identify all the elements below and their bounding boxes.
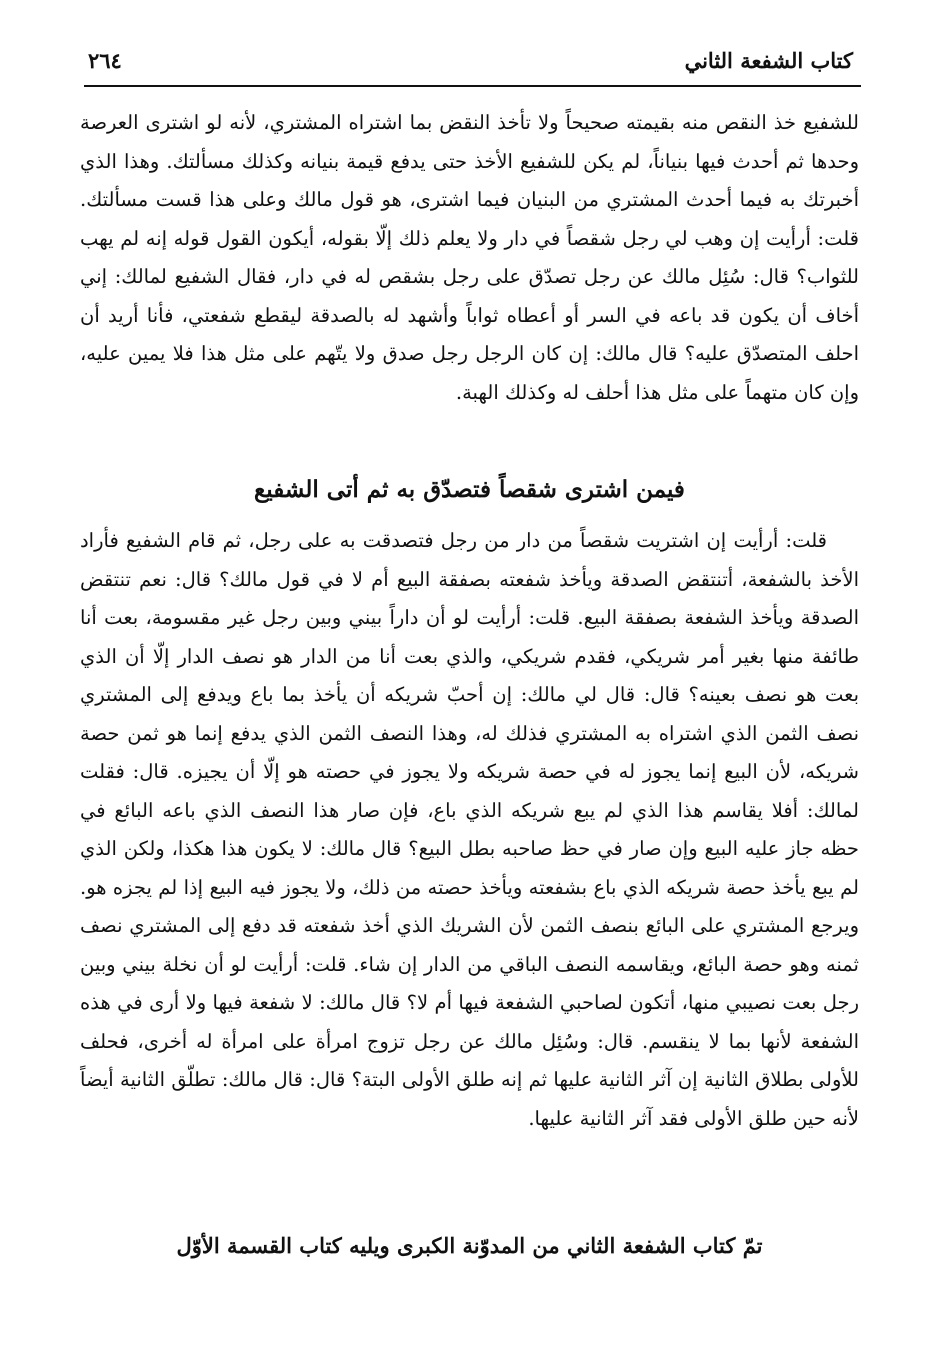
page-number: ٢٦٤ <box>88 47 122 73</box>
paragraph-1: للشفيع خذ النقص منه بقيمته صحيحاً ولا تأخذ النقض بما اشتراه المشتري، لأنه لو اشترى العرصة وحدها ثم أحدث فيها بنياناً، لم يكن للشفيع الأخذ حتى يدفع قيمة بنيانه وكذلك مسألتك. وهذا الذي أخبرتك به فيما أحدث المشتري من البنيان فيما اشترى، هو قول مالك وعلى هذا قست مسألتك. قلت: أرأيت إن وهب لي رجل شقصاً في دار ولا يعلم ذلك إلّا بقوله، أيكون القول قوله إنه لم يهب للثواب؟ قال: سُئِل مالك عن رجل تصدّق على رجل بشقص له في دار، فقال الشفيع لمالك: إني أخاف أن يكون قد باعه في السر أو أعطاه ثواباً وأشهد له بالصدقة ليقطع شفعتي، فأنا أريد أن احلف المتصدّق عليه؟ قال مالك: إن كان الرجل رجل صدق ولا يتّهم على مثل هذا فلا يمين عليه، وإن كان متهماً على مثل هذا أحلف له وكذلك الهبة. <box>80 111 859 404</box>
closing-line: تمّ كتاب الشفعة الثاني من المدوّنة الكبرى ويليه كتاب القسمة الأوّل <box>176 1233 763 1258</box>
paragraph-2: قلت: أرأيت إن اشتريت شقصاً من دار من رجل فتصدقت به على رجل، ثم قام الشفيع فأراد الأخذ بالشفعة، أتنتقض الصدقة ويأخذ شفعته بصفقة البيع أم لا في قول مالك؟ قال: نعم تنتقض الصدقة ويأخذ الشفعة بصفقة البيع. قلت: أرأيت لو أن داراً بيني وبين رجل غير مقسومة، بعت أنا طائفة منها بغير أمر شريكي، فقدم شريكي، والذي بعت أنا من الدار هو نصف الدار إلّا أن الذي بعت هو نصف بعينه؟ قال: قال لي مالك: إن أحبّ شريكه أن يأخذ بما باع ويدفع إلى المشتري نصف الثمن الذي اشتراه به المشتري فذلك له، وهذا النصف الثمن الذي يدفع إنما هو ثمن حصة شريكه، لأن البيع إنما يجوز له في حصة شريكه ولا يجوز في حصته هو إلّا أن يجيزه. قال: فقلت لمالك: أفلا يقاسم هذا الذي لم يبع شريكه الذي باع، فإن صار هذا النصف الذي باعه البائع في حظه جاز عليه البيع وإن صار في حظ صاحبه بطل البيع؟ قال مالك: لا يكون هذا هكذا، ولكن الذي لم يبع يأخذ حصة شريكه الذي باع بشفعته ويأخذ حصته من ذلك، ولا يجوز فيه البيع إذا لم يجزه هو. ويرجع المشتري على البائع بنصف الثمن لأن الشريك الذي أخذ شفعته قد دفع إلى المشتري نصف ثمنه وهو حصة البائع، ويقاسمه النصف الباقي من الدار إن شاء. قلت: أرأيت لو أن نخلة بيني وبين رجل بعت نصيبي منها، أتكون لصاحبي الشفعة فيها أم لا؟ قال مالك: لا شفعة فيها ولا أرى في هذه الشفعة لأنها بما لا ينقسم. قال: وسُئِل مالك عن رجل تزوج امرأة على امرأة له أخرى، فحلف للأولى بطلاق الثانية إن آثر الثانية عليها ثم إنه طلق الأولى البتة؟ قال: قال مالك: تطلّق الثانية أيضاً لأنه حين طلق الأولى فقد آثر الثانية عليها. <box>80 529 859 1130</box>
running-header <box>88 40 853 80</box>
header-rule <box>84 85 861 87</box>
section-heading: فيمن اشترى شقصاً فتصدّق به ثم أتى الشفيع <box>254 476 685 503</box>
text-block-2 <box>80 522 859 1138</box>
text-block-1 <box>80 104 859 412</box>
chapter-title: كتاب الشفعة الثاني <box>684 47 853 73</box>
